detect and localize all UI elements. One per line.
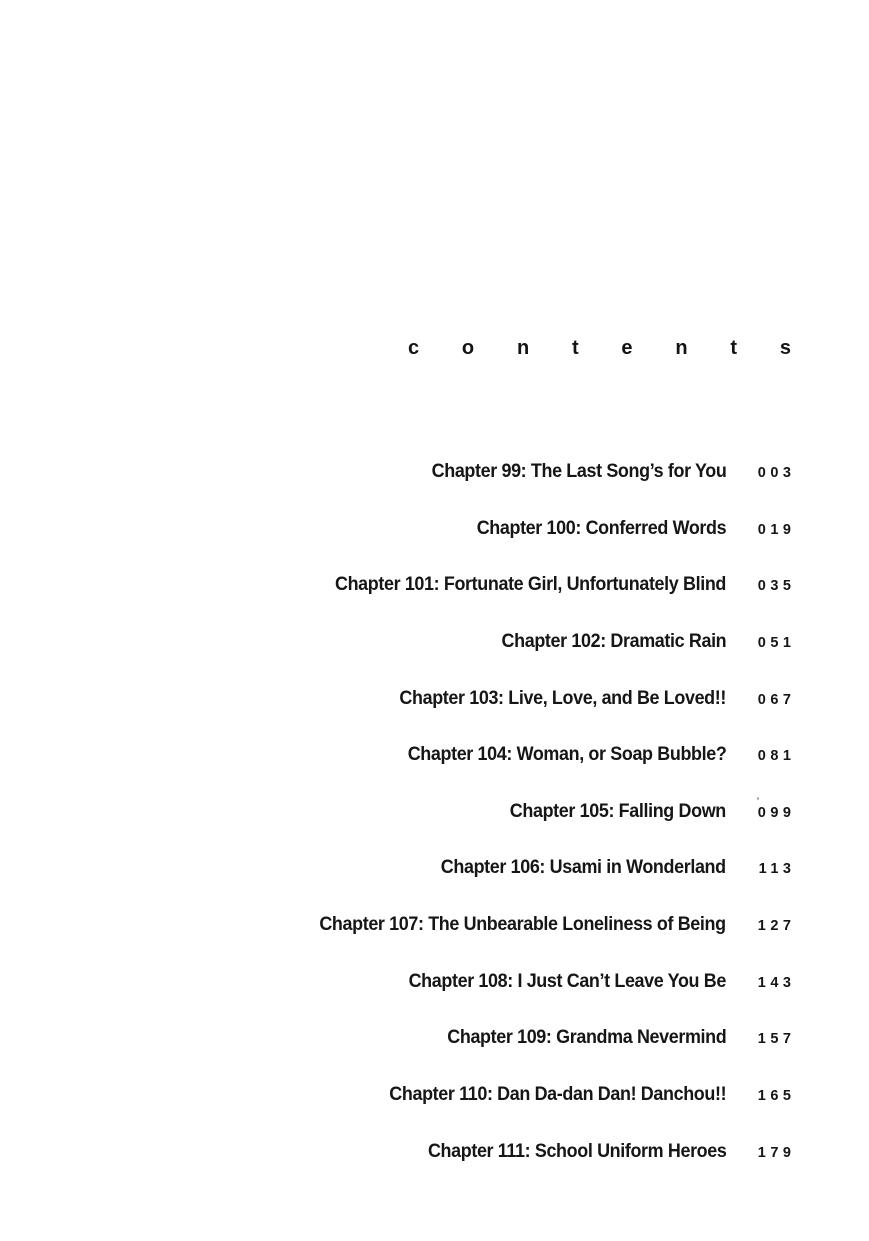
chapter-title: Chapter 106: Usami in Wonderland <box>441 856 726 879</box>
toc-entry <box>0 500 796 557</box>
toc-entry <box>0 1009 796 1066</box>
toc-entry <box>0 896 796 953</box>
chapter-title: Chapter 99: The Last Song’s for You <box>431 460 726 482</box>
page-number: 019 <box>757 521 796 538</box>
contents-title-letter: e <box>621 336 633 359</box>
page-number: 165 <box>757 1088 796 1105</box>
chapter-title: Chapter 102: Dramatic Rain <box>501 629 726 652</box>
chapter-title: Chapter 107: The Unbearable Loneliness of Being <box>319 913 726 936</box>
page-number: 067 <box>757 691 796 708</box>
toc-entry <box>0 783 796 840</box>
page-number: 051 <box>757 634 796 651</box>
page-number: 127 <box>757 918 796 935</box>
chapter-title: Chapter 110: Dan Da-dan Dan! Danchou!! <box>389 1083 726 1106</box>
page-number: 157 <box>757 1031 796 1048</box>
contents-title <box>408 334 791 362</box>
toc-entry <box>0 670 796 727</box>
page-number: 081 <box>757 748 796 765</box>
chapter-title: Chapter 111: School Uniform Heroes <box>427 1139 726 1162</box>
contents-title-letter: c <box>408 336 420 359</box>
page-number: 035 <box>757 578 796 595</box>
chapter-list <box>0 443 796 1179</box>
toc-entry <box>0 556 796 613</box>
contents-title-letter: t <box>730 336 738 359</box>
scan-speck <box>757 797 759 800</box>
chapter-title: Chapter 100: Conferred Words <box>476 516 726 539</box>
chapter-title: Chapter 101: Fortunate Girl, Unfortunately Blind <box>334 573 726 596</box>
chapter-title: Chapter 108: I Just Can’t Leave You Be <box>408 969 726 992</box>
page-number: 143 <box>757 974 796 991</box>
toc-entry <box>0 726 796 783</box>
chapter-title: Chapter 104: Woman, or Soap Bubble? <box>407 743 726 766</box>
contents-title-letter: n <box>675 336 688 359</box>
page-number: 099 <box>757 804 796 821</box>
toc-entry <box>0 613 796 670</box>
contents-title-letter: t <box>571 336 579 359</box>
page-number: 003 <box>757 465 796 481</box>
chapter-title: Chapter 103: Live, Love, and Be Loved!! <box>399 686 726 709</box>
contents-title-letter: s <box>779 336 791 359</box>
page-number: 179 <box>757 1144 796 1161</box>
chapter-title: Chapter 105: Falling Down <box>509 799 726 822</box>
page-number: 113 <box>758 861 796 878</box>
toc-entry <box>0 839 796 896</box>
chapter-title: Chapter 109: Grandma Nevermind <box>446 1026 726 1049</box>
toc-entry <box>0 953 796 1010</box>
contents-title-letter: o <box>461 336 475 359</box>
toc-entry <box>0 1066 796 1123</box>
toc-entry <box>0 443 796 500</box>
contents-title-letter: n <box>516 336 530 359</box>
toc-entry <box>0 1123 796 1180</box>
